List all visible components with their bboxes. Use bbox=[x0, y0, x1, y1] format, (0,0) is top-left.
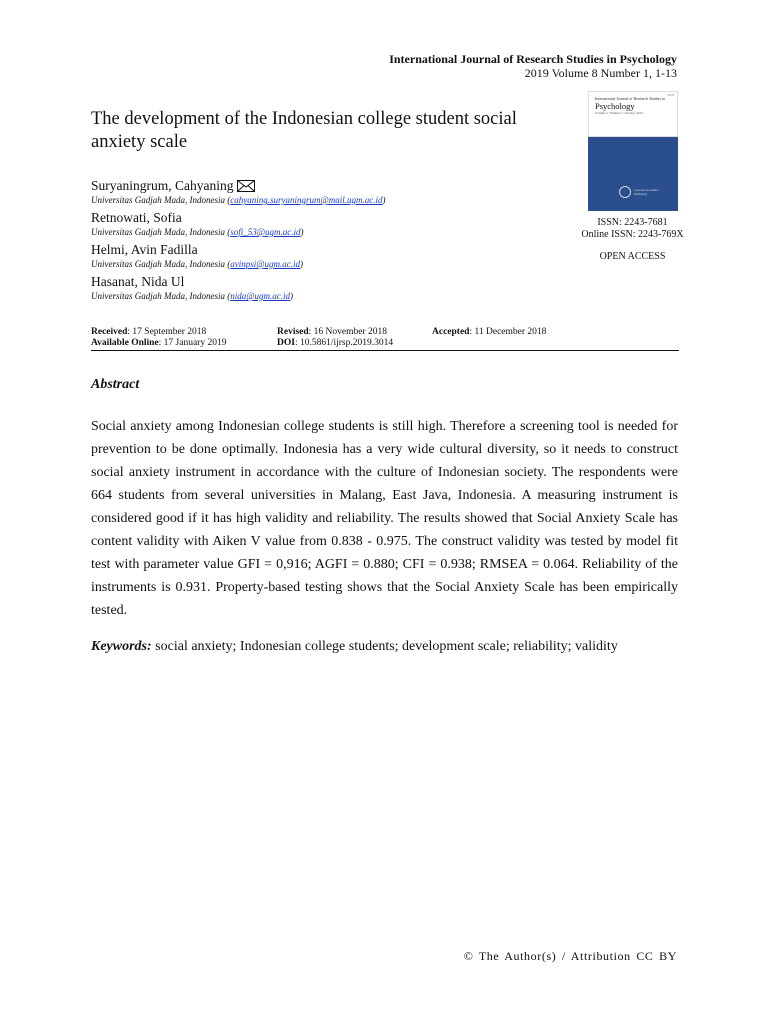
author-email-link[interactable]: avinpsi@ugm.ac.id bbox=[230, 259, 301, 269]
doi[interactable]: DOI: 10.5861/ijrsp.2019.3014 bbox=[277, 338, 394, 348]
issn-block bbox=[560, 217, 705, 263]
journal-header bbox=[389, 52, 677, 80]
online-issn: Online ISSN: 2243-769X bbox=[581, 229, 684, 240]
open-access-label: OPEN ACCESS bbox=[599, 251, 666, 262]
paper-title: The development of the Indonesian college student social anxiety scale bbox=[91, 109, 517, 152]
accepted-date: Accepted: 11 December 2018 bbox=[432, 327, 547, 337]
author-affiliation: Universitas Gadjah Mada, Indonesia (sofi_53@ugm.ac.id) bbox=[91, 227, 304, 237]
affiliation-text: Universitas Gadjah Mada, Indonesia bbox=[91, 259, 225, 269]
header-divider bbox=[91, 350, 679, 351]
journal-name: International Journal of Research Studies in Psychology bbox=[389, 52, 677, 66]
received-date: Received: 17 September 2018 bbox=[91, 327, 207, 337]
keywords-label: Keywords: bbox=[91, 639, 152, 654]
author-email-link[interactable]: cahyaning.suryaningrum@mail.ugm.ac.id bbox=[230, 195, 383, 205]
author-entry bbox=[91, 274, 571, 302]
journal-issue: 2019 Volume 8 Number 1, 1-13 bbox=[524, 66, 677, 80]
author-name: Helmi, Avin Fadilla bbox=[91, 242, 198, 257]
author-name: Retnowati, Sofia bbox=[91, 210, 182, 225]
author-list bbox=[91, 178, 571, 306]
revised-date: Revised: 16 November 2018 bbox=[277, 327, 388, 337]
affiliation-text: Universitas Gadjah Mada, Indonesia bbox=[91, 195, 225, 205]
cover-badge: ISSN bbox=[667, 93, 674, 97]
cover-journal-name: Psychology bbox=[595, 101, 635, 111]
abstract-heading: Abstract bbox=[91, 377, 140, 392]
online-date: Available Online: 17 January 2019 bbox=[91, 338, 227, 348]
affiliation-text: Universitas Gadjah Mada, Indonesia bbox=[91, 227, 225, 237]
cover-header bbox=[588, 91, 678, 137]
keywords-text: social anxiety; Indonesian college students; development scale; reliability; validity bbox=[151, 639, 618, 654]
author-affiliation: Universitas Gadjah Mada, Indonesia (cahyaning.suryaningrum@mail.ugm.ac.id) bbox=[91, 195, 386, 205]
author-name-row bbox=[91, 178, 571, 194]
dates-row bbox=[91, 327, 679, 338]
cover-emblem-text: Consortia Academia Publishing bbox=[634, 188, 659, 196]
keywords bbox=[91, 638, 691, 656]
publication-dates bbox=[91, 327, 679, 349]
author-email-link[interactable]: sofi_53@ugm.ac.id bbox=[230, 227, 301, 237]
author-affiliation: Universitas Gadjah Mada, Indonesia (avinpsi@ugm.ac.id) bbox=[91, 259, 304, 269]
cover-small-text: International Journal of Research Studies in bbox=[595, 96, 666, 101]
affiliation-text: Universitas Gadjah Mada, Indonesia bbox=[91, 291, 225, 301]
author-email-link[interactable]: nida@ugm.ac.id bbox=[230, 291, 291, 301]
author-entry bbox=[91, 178, 571, 206]
author-affiliation: Universitas Gadjah Mada, Indonesia (nida@ugm.ac.id) bbox=[91, 291, 294, 301]
author-name: Suryaningrum, Cahyaning bbox=[91, 178, 234, 193]
envelope-icon[interactable] bbox=[237, 180, 255, 192]
issn: ISSN: 2243-7681 bbox=[597, 217, 668, 228]
author-entry bbox=[91, 242, 571, 270]
license-footer: © The Author(s) / Attribution CC BY bbox=[463, 949, 677, 963]
author-name: Hasanat, Nida Ul bbox=[91, 274, 185, 289]
dates-row bbox=[91, 338, 679, 349]
abstract-text: Social anxiety among Indonesian college students is still high. Therefore a screening tool is needed for prevention to be done optimally. Indonesia has a very wide cultural diversity, so it needs to construct social anxiety instrument in accordance with the culture of Indonesian society. The respondents were 664 students from several universities in Malang, East Java, Indonesia. A measuring instrument is considered good if it has high validity and reliability. The results showed that Social Anxiety Scale has content validity with Aiken V value from 0.838 - 0.975. The construct validity was tested by model fit test with parameter value GFI = 0,916; AGFI = 0.880; CFI = 0.938; RMSEA = 0.064. Reliability of the instruments is 0.931. Property-based testing shows that the Social Anxiety Scale has been empirically tested. bbox=[91, 419, 678, 618]
journal-cover-image bbox=[588, 91, 678, 211]
author-entry bbox=[91, 210, 571, 238]
cover-volume: Volume 1 Number 1 January 2012 bbox=[595, 111, 644, 115]
cover-emblem-icon bbox=[619, 186, 631, 198]
